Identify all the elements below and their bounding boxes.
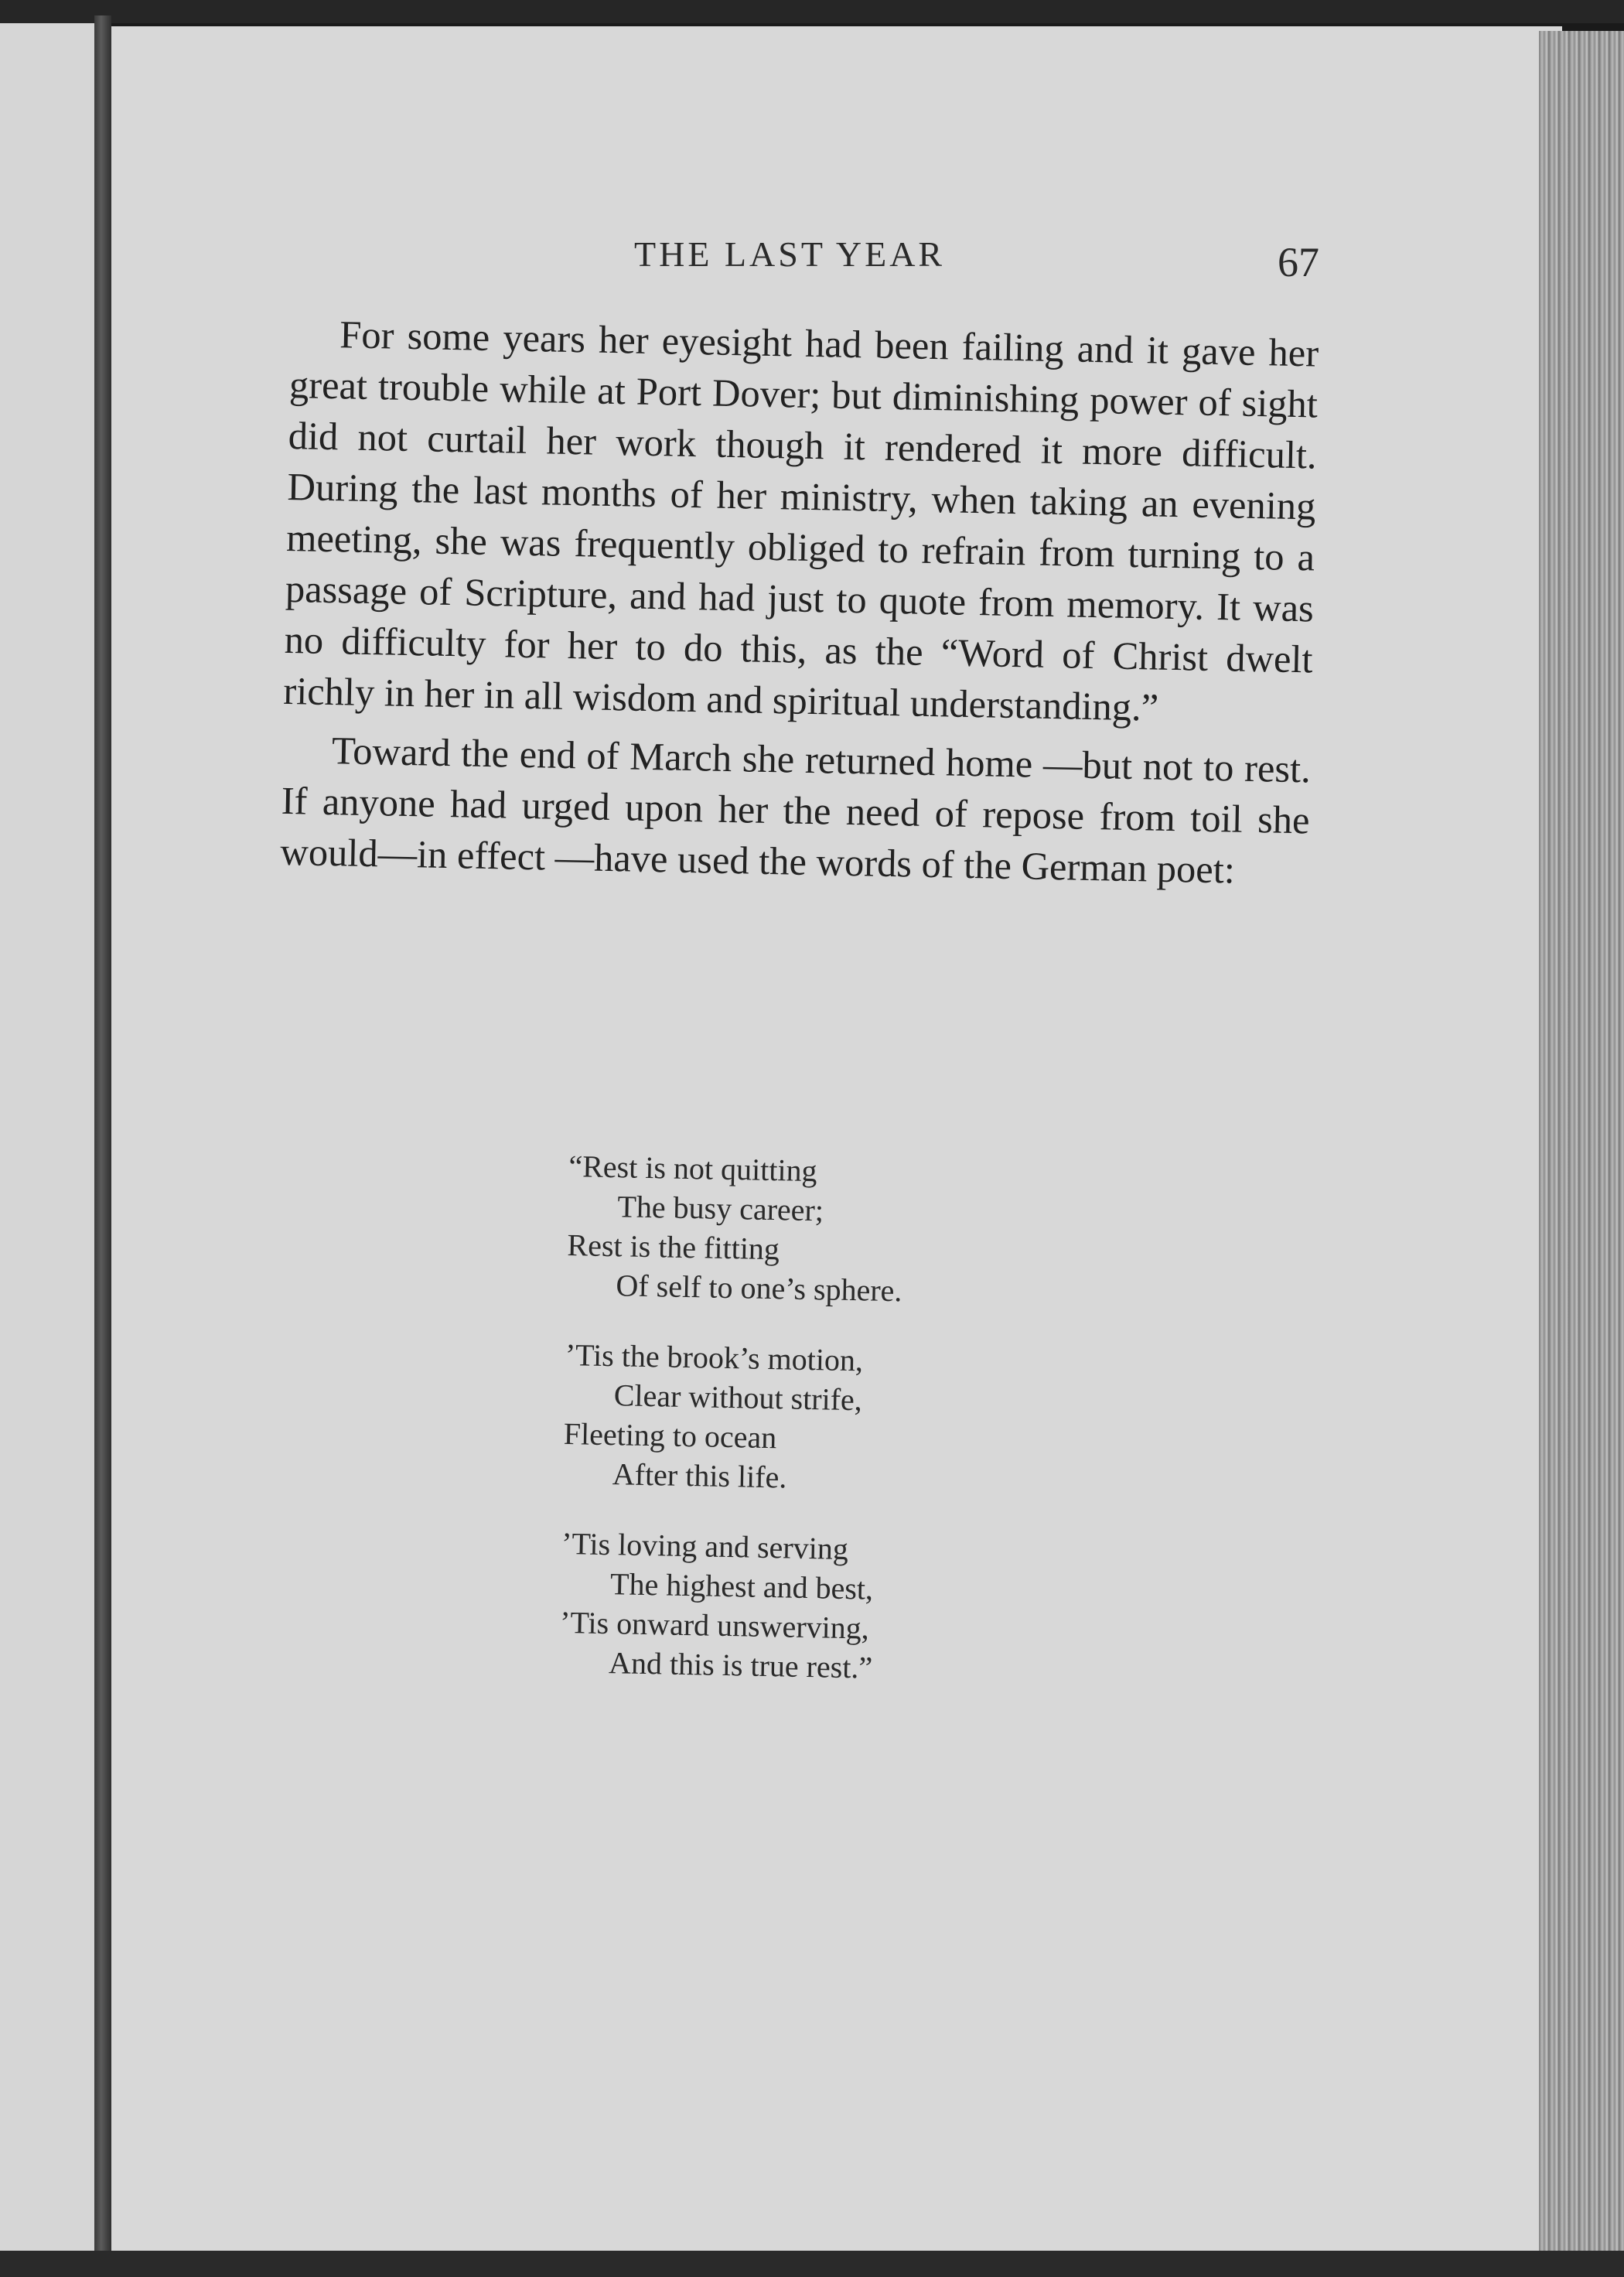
book-gutter <box>94 15 111 2258</box>
poem-line: And this is true rest.” <box>608 1645 873 1685</box>
poem-stanza <box>559 1524 1042 1691</box>
poem-line: The highest and best, <box>609 1566 874 1606</box>
poem-line: Of self to one’s sphere. <box>616 1268 902 1309</box>
poem-line: Clear without strife, <box>613 1377 863 1418</box>
poem-line: Rest is the fitting <box>567 1227 780 1267</box>
poem <box>558 1146 1049 1722</box>
poem-stanza <box>562 1335 1045 1502</box>
poem-stanza <box>566 1146 1049 1313</box>
poem-line: Fleeting to ocean <box>563 1415 777 1456</box>
running-head: THE LAST YEAR <box>634 234 946 274</box>
poem-line: ’Tis the brook’s motion, <box>565 1336 864 1378</box>
page-number: 67 <box>1278 239 1319 285</box>
scan-bottom-edge <box>0 2251 1624 2277</box>
paragraph: Toward the end of March she returned home —but not to rest. If anyone had urged upon her the need of repose from toil she would—in effect —have used the words of the German poet: <box>279 729 1312 892</box>
page-fore-edge <box>1539 31 1624 2258</box>
paragraph: For some years her eyesight had been failing and it gave her great trouble while at Port Dover; but diminishing power of sight did not curtail her work though it rendered it more difficult. During the last months of her ministry, when taking an evening meeting, she was frequently obliged to refrain from turning to a passage of Scripture, and had just to quote from memory. It was no difficulty for her to do this, as the “Word of Christ dwelt richly in her in all wisdom and spiritual understanding.” <box>282 312 1319 729</box>
poem-line: “Rest is not quitting <box>568 1148 818 1189</box>
body-text <box>280 308 1319 904</box>
scan-top-edge <box>0 0 1624 23</box>
poem-line: After this life. <box>612 1456 787 1495</box>
poem-line: The busy career; <box>617 1189 824 1228</box>
previous-page-edge <box>0 23 94 2251</box>
poem-line: ’Tis loving and serving <box>561 1525 849 1567</box>
poem-line: ’Tis onward unswerving, <box>559 1604 870 1646</box>
